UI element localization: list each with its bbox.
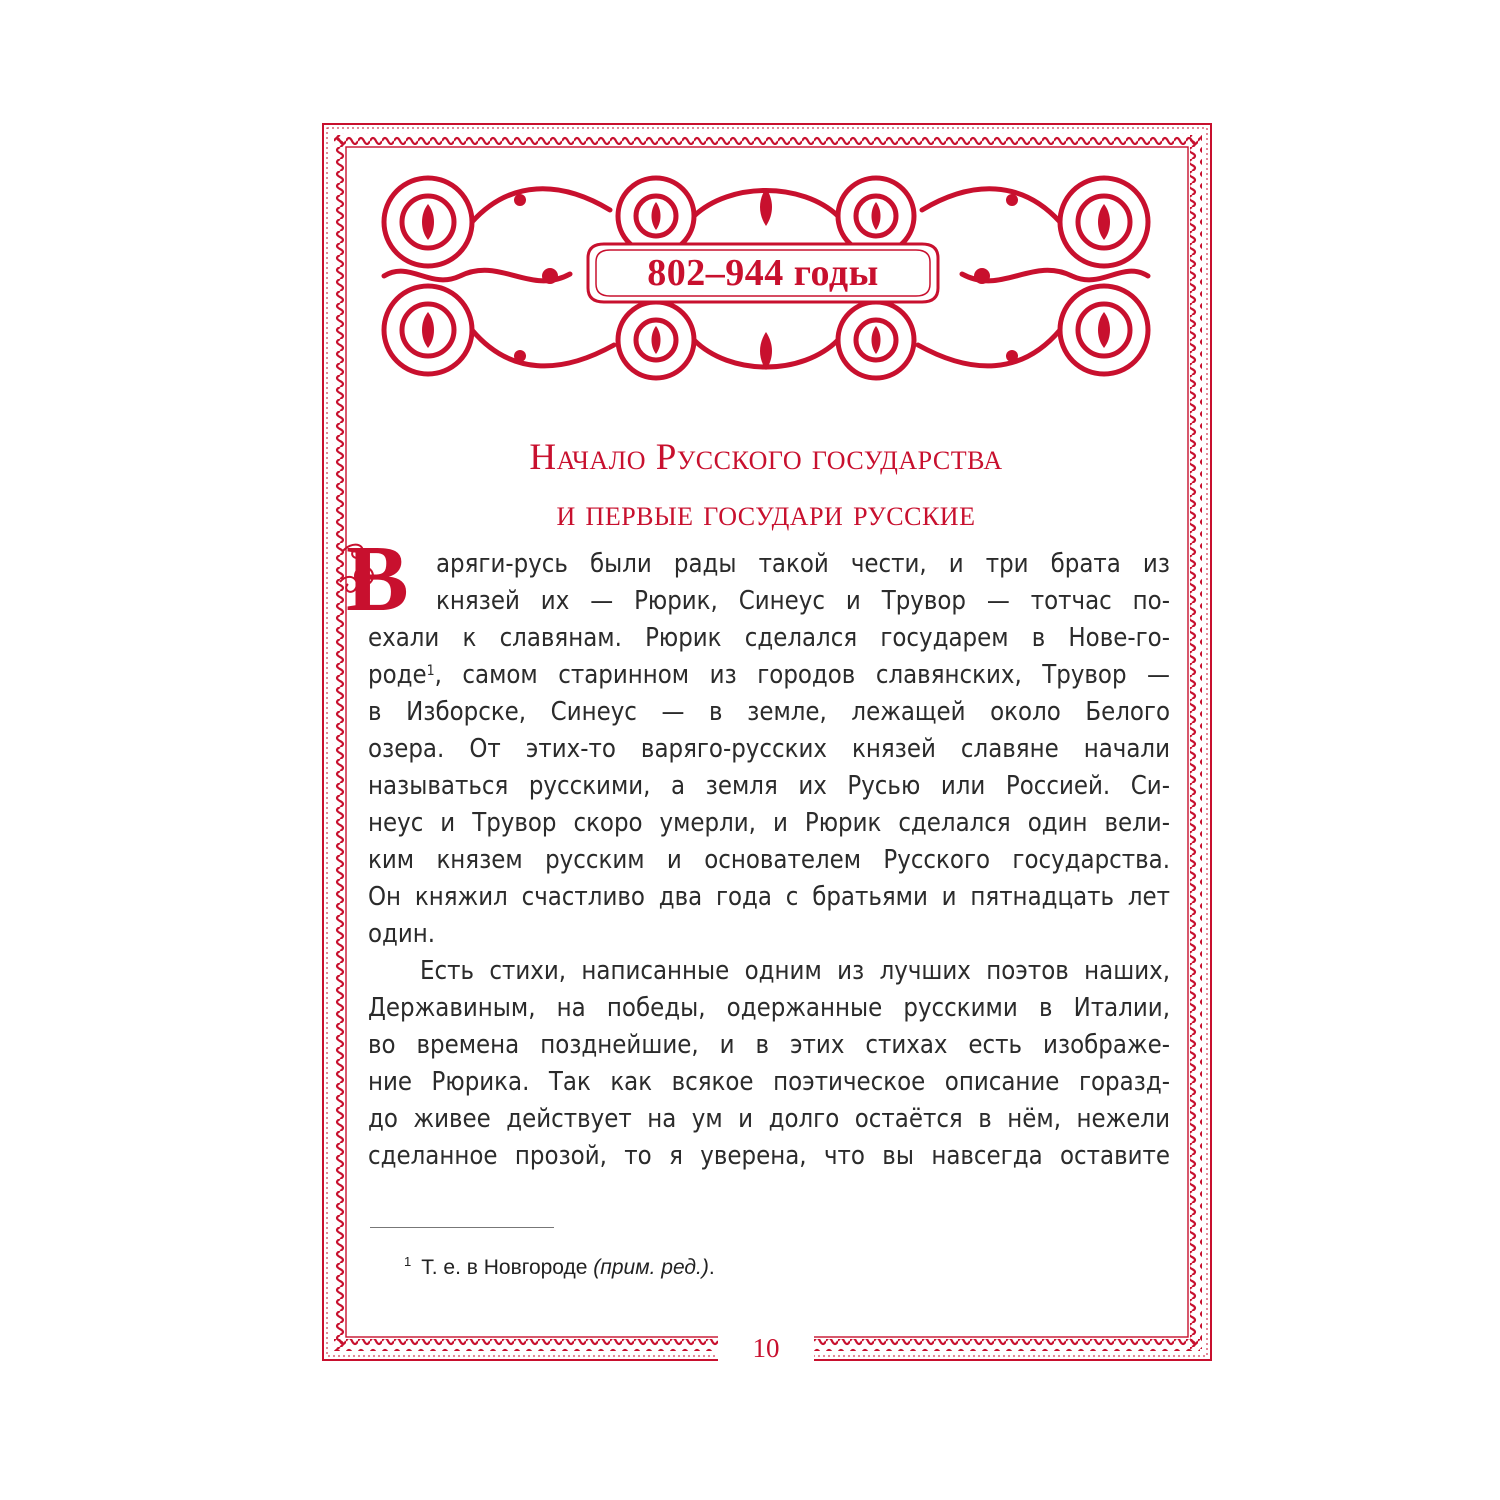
chapter-title-line-1: Начало Русского государства bbox=[529, 437, 1003, 478]
text-line: ние Рюрика. Так как всякое поэтическое описание горазд- bbox=[368, 1067, 1170, 1097]
text-line: аряги-русь были рады такой чести, и три брата из bbox=[436, 549, 1170, 579]
dropcap-letter: В bbox=[346, 527, 409, 631]
chapter-title-line-2: и первые государи русские bbox=[556, 493, 976, 534]
text-line: ким князем русским и основателем Русского государства. bbox=[368, 845, 1170, 875]
text-line: ехали к славянам. Рюрик сделался государем в Нове-го- bbox=[368, 623, 1170, 653]
text-line: роде$^1$, самом старинном из городов славянских, Трувор — bbox=[368, 660, 1170, 690]
text-line: неус и Трувор скоро умерли, и Рюрик сделался один вели- bbox=[368, 808, 1170, 838]
footnote-text: Т. е. в Новгороде bbox=[421, 1256, 588, 1279]
footnote-reference[interactable]: 1 bbox=[426, 663, 435, 679]
text-line: до живее действует на ум и долго остаётся в нём, нежели bbox=[368, 1104, 1170, 1134]
text-line: в Изборске, Синеус — в земле, лежащей около Белого bbox=[368, 697, 1170, 727]
text-line: во времена позднейшие, и в этих стихах есть изображе- bbox=[368, 1030, 1170, 1060]
chapter-title bbox=[370, 430, 1162, 542]
text-line: один. bbox=[368, 919, 436, 949]
text-line: озера. От этих-то варяго-русских князей славяне начали bbox=[368, 734, 1170, 764]
footnote-divider bbox=[370, 1227, 554, 1228]
text-line: Он княжил счастливо два года с братьями и пятнадцать лет bbox=[368, 882, 1170, 912]
body-text bbox=[368, 546, 1170, 1175]
text-line: сделанное прозой, то я уверена, что вы навсегда оставите bbox=[368, 1141, 1170, 1171]
text-line: князей их — Рюрик, Синеус и Трувор — тотчас по- bbox=[436, 586, 1170, 616]
text-line: Есть стихи, написанные одним из лучших поэтов наших, bbox=[420, 956, 1170, 986]
year-range-title: 802–944 годы bbox=[647, 252, 879, 294]
page-number: 10 bbox=[718, 1330, 814, 1366]
text-line: Державиным, на победы, одержанные русскими в Италии, bbox=[368, 993, 1170, 1023]
text-line: называться русскими, а земля их Русью или Россией. Си- bbox=[368, 771, 1170, 801]
footnote: $^1$ Т. е. в Новгороде (прим. ред.). bbox=[404, 1254, 715, 1279]
footnote-number: 1 bbox=[404, 1254, 412, 1269]
footnote-editor-note: (прим. ред.) bbox=[593, 1256, 709, 1279]
